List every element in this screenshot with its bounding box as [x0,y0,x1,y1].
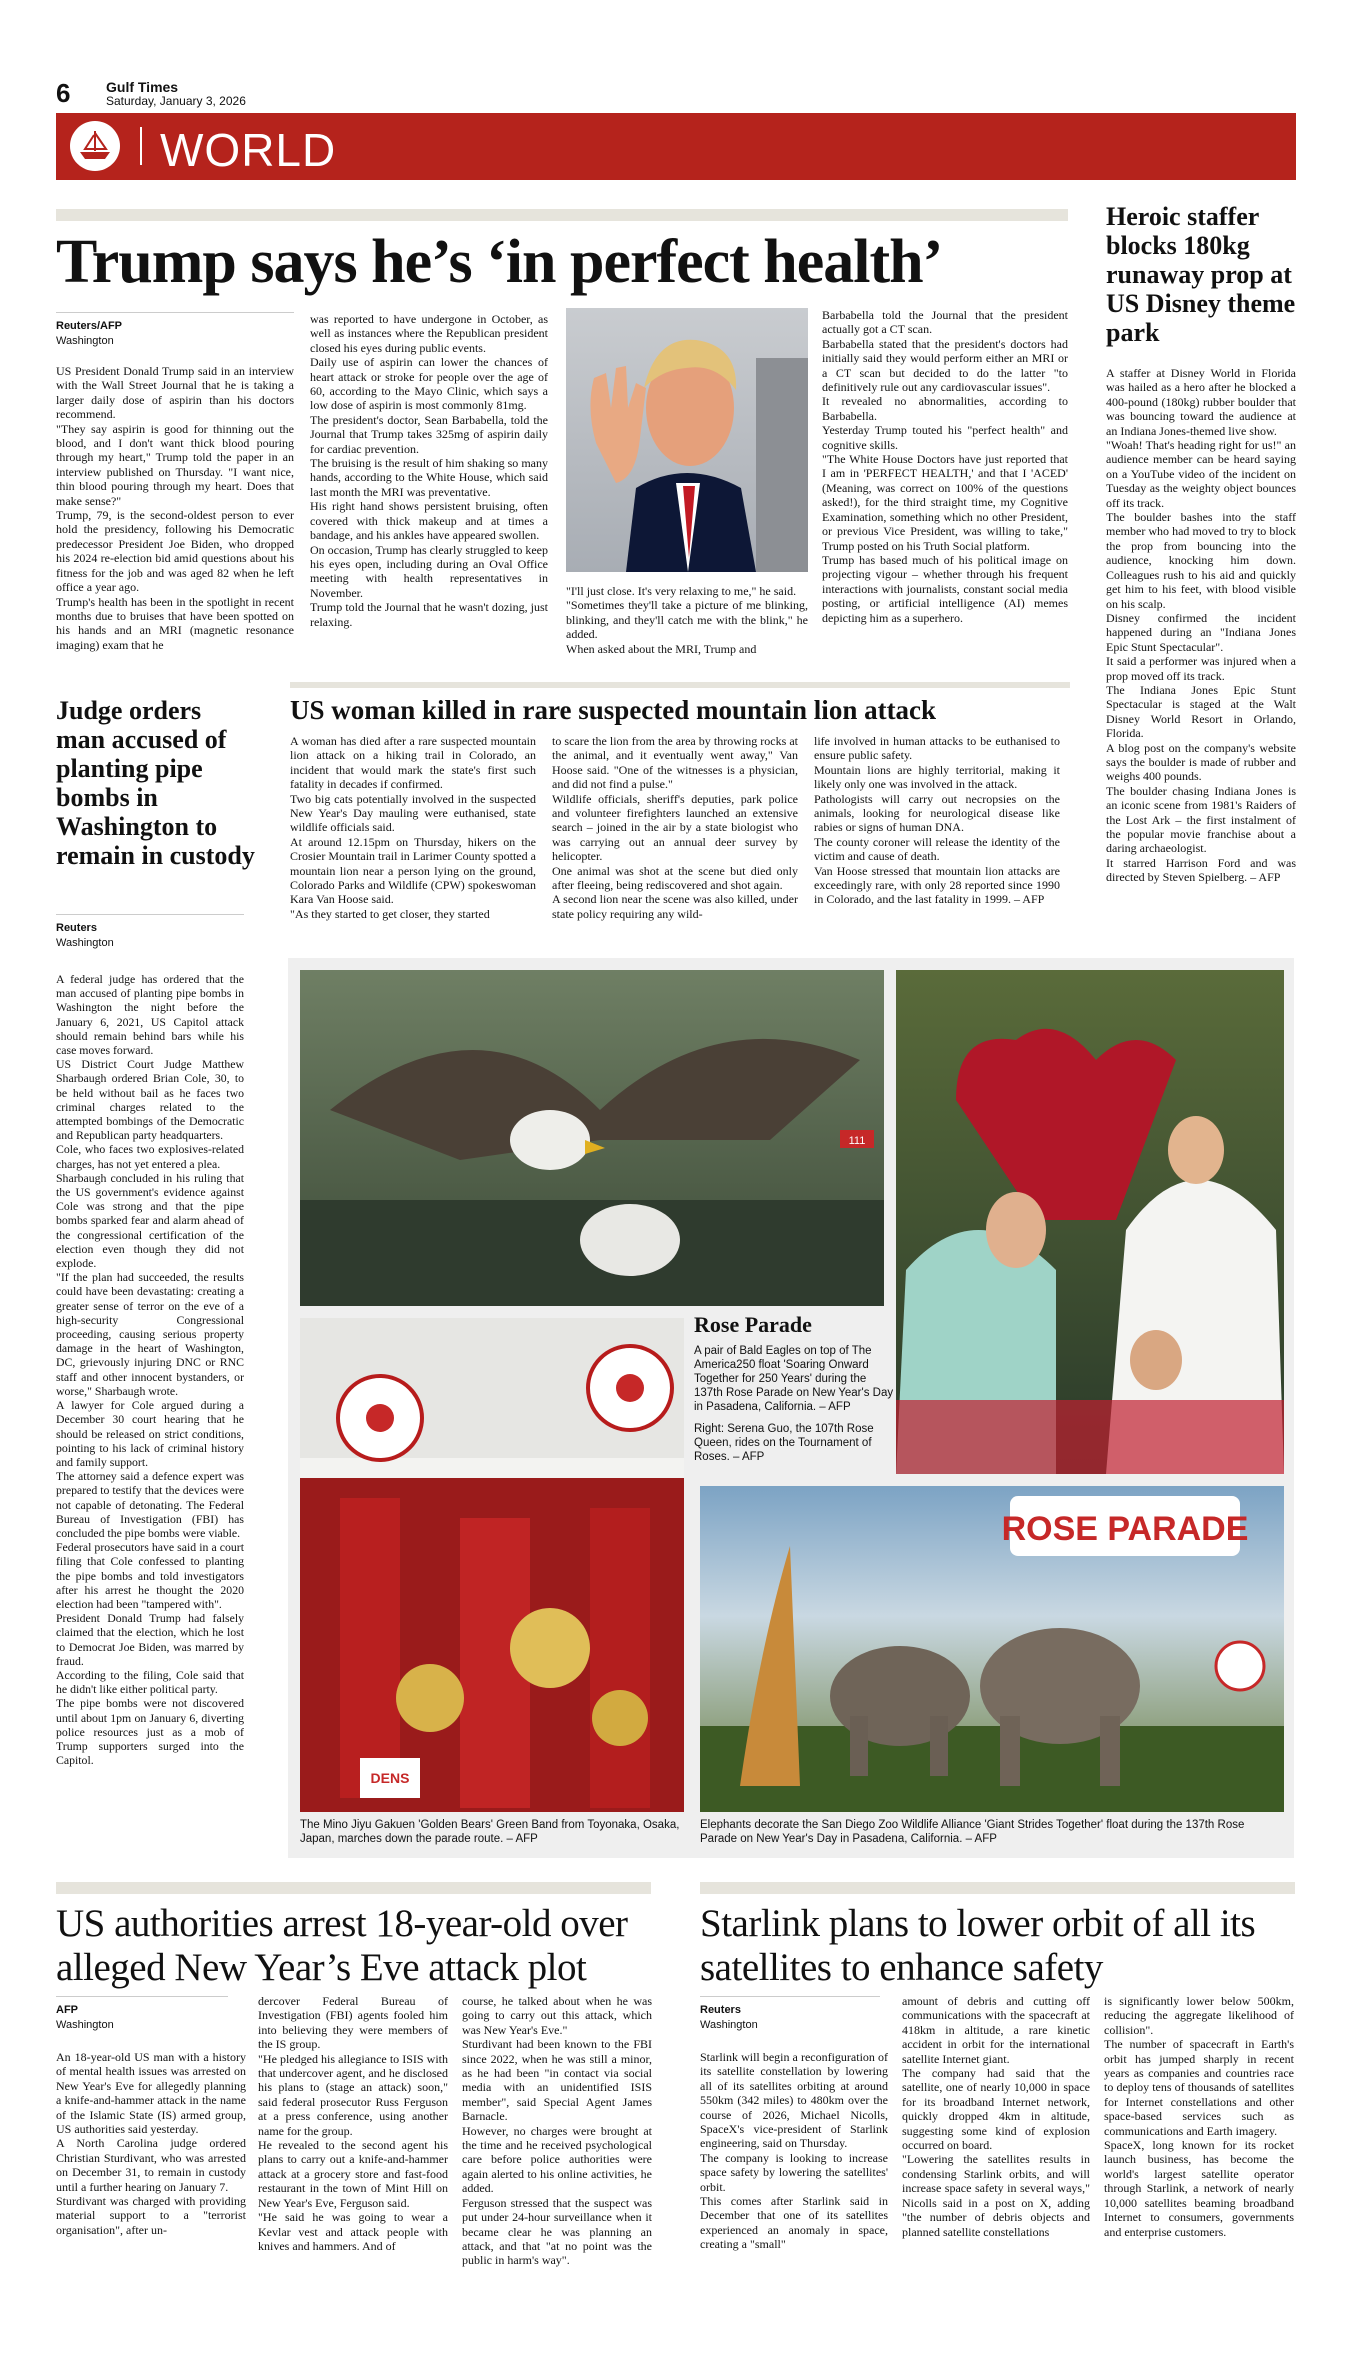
eagles-photo [300,970,884,1306]
starlink-agency: Reuters [700,2004,741,2016]
elephants-photo [700,1486,1284,1812]
lion-column-1: A woman has died after a rare suspected mountain lion attack on a hiking trail in Colorado, an incident that would mark the state's first such fatality in decades if confirmed. Two big cats potentially involved in the suspected New Year's Day mauling were euthanised, state wildlife officials said. At around 12.15pm on Thursday, hikers on the Crosier Mountain trail in Larimer County spotted a mountain lion near a person lying on the ground, Colorado Parks and Wildlife (CPW) spokeswoman Kara Van Hoose said. "As they started to get closer, they started [290,734,536,921]
nye-rule [56,1882,651,1894]
parade-title: Rose Parade [694,1312,812,1337]
eagles-caption: A pair of Bald Eagles on top of The America250 float 'Soaring Onward Together for 250 Years' during the 137th Rose Parade on New Year's Day in Pasadena, California. – AFP [694,1345,894,1413]
issue-date: Saturday, January 3, 2026 [106,94,246,108]
lead-column-3: "I'll just close. It's very relaxing to me," he said. "Sometimes they'll take a picture of me blinking, blinking, and they'll catch me with the blink," he added. When asked about the MRI, Trump and [566,584,808,656]
judge-headline: Judge orders man accused of planting pipe bombs in Washington to remain in custody [56,696,255,870]
float-sign-text: ROSE PARADE [1001,1510,1249,1548]
starlink-rule [700,1882,1295,1894]
ship-logo-icon [70,121,120,171]
rose-queen-photo [896,970,1284,1474]
lead-headline: Trump says he’s ‘in perfect health’ [56,228,943,296]
lead-column-1: US President Donald Trump said in an interview with the Wall Street Journal that he is taking a larger daily dose of aspirin than his doctors recommend. "They say aspirin is good for thinning out the blood, and I don't want thick blood pouring through my heart," Trump told the paper in an interview published on Thursday. "I want nice, thin blood pouring through my heart. Does that make sense?" Trump, 79, is the second-oldest person to ever hold the presidency, following his Democratic predecessor President Joe Biden, who dropped his 2024 re-election bid amid questions about his fitness for the job and was aged 82 when he left office a year ago. Trump's health has been in the spotlight in recent months due to bruises that have been spotted on his hands and an MRI (magnetic resonance imaging) exam that he [56,364,294,652]
masthead [106,80,246,108]
starlink-headline: Starlink plans to lower orbit of all its satellites to enhance safety [700,1902,1256,1989]
sign-number: 111 [848,1135,866,1147]
elephants-caption: Elephants decorate the San Diego Zoo Wildlife Alliance 'Giant Strides Together' float during the 137th Rose Parade on New Year's Day in Pasadena, California. – AFP [700,1819,1245,1845]
lead-location: Washington [56,335,114,347]
lion-column-3: life involved in human attacks to be euthanised to ensure public safety. Mountain lions are highly territorial, making it likely only one was involved in the attack. Pathologists will carry out necropsies on the animals, looking for neurological disease like rabies or signs of human DNA. The county coroner will release the identity of the victim and cause of death. Van Hoose stressed that mountain lion attacks are exceedingly rare, with only 28 reported since 1990 in Colorado, and the last fatality in 1999. – AFP [814,734,1060,907]
lion-rule [290,682,1070,688]
starlink-column-1: Starlink will begin a reconfiguration of its satellite constellation by lowering all of its satellites orbiting at around 550km (342 miles) to 480km over the course of 2026, Michael Nicolls, SpaceX's vice-president of Starlink engineering, said on Thursday. The company is looking to increase space safety by lowering the satellites' orbit. This comes after Starlink said in December that one of its satellites experienced an anomaly in space, creating a "small" [700,2050,888,2252]
nye-column-3: course, he talked about when he was going to carry out this attack, which was New Year's Eve." Sturdivant had been known to the FBI since 2022, when he was still a minor, as he had been "in contact via social media with an unidentified ISIS member", said Special Agent James Barnacle. However, no charges were brought at the time and he received psychological care before police authorities were again alerted to his online activities, he added. Ferguson stressed that the suspect was put under 24-hour surveillance when it became clear he was planning an attack, and that "at no point was the public in harm's way". [462,1994,652,2268]
lead-column-2: was reported to have undergone in October, as well as instances where the Republican president closed his eyes during public events. Daily use of aspirin can lower the chances of heart attack or stroke for people over the age of 60, according to the Mayo Clinic, which says a low dose of aspirin is most commonly 81mg. The president's doctor, Sean Barbabella, told the Journal that Trump takes 325mg of aspirin daily for cardiac prevention. The bruising is the result of him shaking so many hands, according to the White House, which said last month the MRI was preventative. His right hand shows persistent bruising, often covered with thick makeup and at times a bandage, and his ankles have appeared swollen. On occasion, Trump has clearly struggled to keep his eyes open, including during an Oval Office meeting with health representatives in November. Trump told the Journal that he wasn't dozing, just relaxing. [310,312,548,629]
judge-location: Washington [56,937,114,949]
nye-agency: AFP [56,2004,78,2016]
starlink-column-3: is significantly lower below 500km, reducing the aggregate likelihood of collision". The number of spacecraft in Earth's orbit has jumped sharply in recent years as companies and countries race to deploy tens of thousands of satellites for Internet constellations and other space-based services such as communications and Earth imagery. SpaceX, long known for its rocket launch business, has become the world's largest satellite operator through Starlink, a network of nearly 10,000 satellites beaming broadband Internet to consumers, governments and enterprise customers. [1104,1994,1294,2239]
section-banner [56,113,1296,180]
starlink-byline [700,1996,880,2033]
lead-column-4: Barbabella told the Journal that the president actually got a CT scan. Barbabella stated that the president's doctors had initially said they would perform either an MRI or a CT scan but decided to do the latter "to definitively rule out any cardiovascular issues". It revealed no abnormalities, according to Barbabella. Yesterday Trump touted his "perfect health" and cognitive skills. "The White House Doctors have just reported that I am in 'PERFECT HEALTH,' and that I 'ACED' (Meaning, was correct on 100% of the questions asked!), for the third straight time, my Cognitive Examination, something which no other President, or previous Vice President, was willing to take," Trump posted on his Truth Social platform. Trump has based much of his political image on projecting vigour – whether through his frequent interactions with journalists, constant social media posting, or artificial intelligence (AI) memes depicting him as a superhero. [822,308,1068,625]
section-title: WORLD [160,124,337,176]
lead-agency: Reuters/AFP [56,320,123,332]
trump-photo [566,308,808,572]
disney-headline: Heroic staffer blocks 180kg runaway prop at US Disney theme park [1106,202,1296,347]
judge-body: A federal judge has ordered that the man accused of planting pipe bombs in Washington the night before the January 6, 2021, US Capitol attack should remain behind bars while his case moves forward. US District Court Judge Matthew Sharbaugh ordered Brian Cole, 30, to be held without bail as he faces two criminal charges related to the attempted bombings of the Democratic and Republican party headquarters. Cole, who faces two explosives-related charges, has not yet entered a plea. Sharbaugh concluded in his ruling that the US government's evidence against Cole was strong and that the pipe bombs sparked fear and alarm ahead of the congressional certification of the election even though they did not explode. "If the plan had succeeded, the results could have been devastating: creating a greater sense of terror on the eve of a high-security Congressional proceeding, causing serious property damage in the heart of Washington, DC, grievously injuring DNC or RNC staff and other innocent bystanders, or worse," Sharbaugh wrote. A lawyer for Cole argued during a December 30 court hearing that he should be released on strict conditions, pointing to his lack of criminal history and family support. The attorney said a defence expert was prepared to testify that the devices were not capable of detonating. The Federal Bureau of Investigation (FBI) has concluded the pipe bombs were viable. Federal prosecutors have said in a court filing that Cole confessed to planting the pipe bombs and told investigators after his arrest he thought the 2020 election had been "tampered with". President Donald Trump had falsely claimed that the election, which he lost to Democrat Joe Biden, was marred by fraud. According to the filing, Cole said that he didn't like either political party. The pipe bombs were not discovered until about 1pm on January 6, diverting police resources just as a mob of Trump supporters surged into the Capitol. [56,972,245,1768]
starlink-location: Washington [700,2019,758,2031]
parade-caption-block [694,1312,894,1464]
banner-divider [140,127,142,165]
lion-column-2: to scare the lion from the area by throwing rocks at the animal, and it eventually went away," Van Hoose said. "One of the witnesses is a physician, and did not find a pulse." Wildlife officials, sheriff's deputies, park police and volunteer firefighters launched an extensive search – joined in the air by a state biologist who was carrying out an annual deer survey by helicopter. One animal was shot at the scene but died only after fleeing, being rediscovered and shot again. A second lion near the scene was also killed, under state policy requiring any wild- [552,734,798,921]
band-caption: The Mino Jiyu Gakuen 'Golden Bears' Green Band from Toyonaka, Osaka, Japan, marches down the parade route. – AFP [300,1819,680,1845]
lion-headline: US woman killed in rare suspected mountain lion attack [290,695,937,725]
nye-column-1: An 18-year-old US man with a history of mental health issues was arrested on New Year's Eve for allegedly planning a knife-and-hammer attack in the name of the Islamic State (IS) armed group, US authorities said yesterday. A North Carolina judge ordered Christian Sturdivant, who was arrested on December 31, to remain in custody until a further hearing on January 7. Sturdivant was charged with providing material support to a "terrorist organisation", after un- [56,2050,246,2237]
paper-name: Gulf Times [106,79,179,95]
judge-byline [56,914,244,951]
band-photo [300,1318,684,1812]
drum-text: DENS [370,1770,410,1786]
queen-caption: Right: Serena Guo, the 107th Rose Queen, rides on the Tournament of Roses. – AFP [694,1423,874,1463]
starlink-column-2: amount of debris and cutting off communications with the spacecraft at 418km in altitude, a rare kinetic accident in orbit for the international satellite Internet giant. The company had said that the satellite, one of nearly 10,000 in space for its broadband Internet network, quickly dropped 4km in altitude, suggesting some kind of explosion occurred on board. "Lowering the satellites results in condensing Starlink orbits, and will increase space safety in several ways," Nicolls said in a post on X, adding "the number of debris objects and planned satellite constellations [902,1994,1090,2239]
lead-rule [56,209,1068,221]
disney-body: A staffer at Disney World in Florida was hailed as a hero after he blocked a 400-pound (180kg) rubber boulder that was bouncing toward the audience at an Indiana Jones-themed live show. "Woah! That's heading right for us!" an audience member can be heard saying on a YouTube video of the incident on Tuesday as the weighty object bounces off its track. The boulder bashes into the staff member who had moved to try to block the prop from bouncing into the audience, knocking him down. Colleagues rush to his aid and quickly get him to his feet, with blood visible on his scalp. Disney confirmed the incident happened during an "Indiana Jones Epic Stunt Spectacular". It said a performer was injured when a prop moved off its track. The Indiana Jones Epic Stunt Spectacular is staged at the Walt Disney World Resort in Orlando, Florida. A blog post on the company's website says the boulder is made of rubber and weighs 400 pounds. The boulder chasing Indiana Jones is an iconic scene from 1981's Raiders of the Lost Ark – the first instalment of the popular movie franchise about a daring archaeologist. It starred Harrison Ford and was directed by Steven Spielberg. – AFP [1106,366,1296,885]
page-number: 6 [56,78,71,108]
nye-column-2: dercover Federal Bureau of Investigation (FBI) agents fooled him into believing they were members of the IS group. "He pledged his allegiance to ISIS with that undercover agent, and he disclosed his plans to (stage an attack) soon," said federal prosecutor Russ Ferguson at a press conference, using another name for the group. He revealed to the second agent his plans to carry out a knife-and-hammer attack at a grocery store and fast-food restaurant in the town of Mint Hill on New Year's Eve, Ferguson said. "He said he was going to wear a Kevlar vest and attack people with knives and hammers. And of [258,1994,448,2253]
nye-headline: US authorities arrest 18-year-old over alleged New Year’s Eve attack plot [56,1902,628,1989]
nye-byline [56,1996,228,2033]
lead-byline [56,312,294,349]
nye-location: Washington [56,2019,114,2031]
judge-agency: Reuters [56,922,97,934]
